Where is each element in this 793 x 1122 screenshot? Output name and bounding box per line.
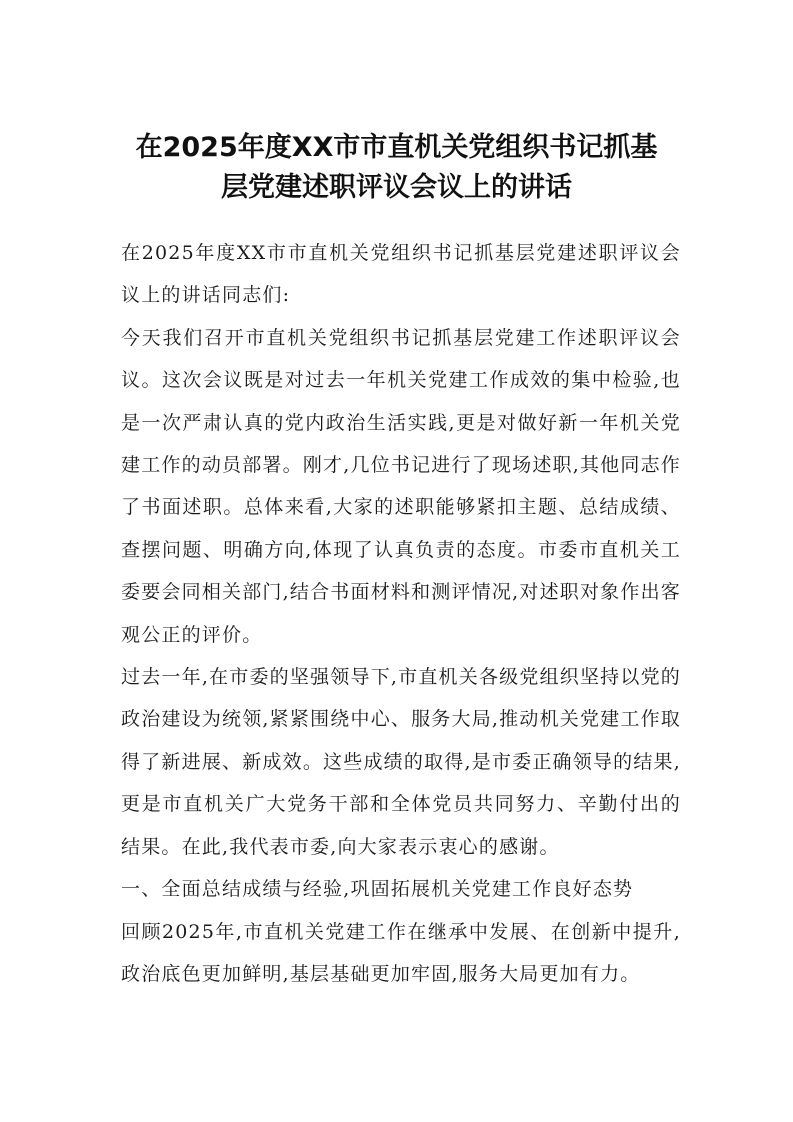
paragraph-opening: 在2025年度XX市市直机关党组织书记抓基层党建述职评议会议上的讲话同志们: — [121, 242, 681, 307]
document-title-line-1: 在2025年度XX市市直机关党组织书记抓基 — [135, 132, 658, 163]
document-body — [121, 232, 681, 995]
section-heading-1: 一、全面总结成绩与经验,巩固拓展机关党建工作良好态势 — [121, 878, 634, 901]
paragraph-past-year: 过去一年,在市委的坚强领导下,市直机关各级党组织坚持以党的政治建设为统领,紧紧围绕中心、服务大局,推动机关党建工作取得了新进展、新成效。这些成绩的取得,是市委正确领导的结果,更是市直机关广大党务干部和全体党员共同努力、辛勤付出的结果。在此,我代表市委,向大家表示衷心的感谢。 — [121, 666, 681, 858]
document-title-line-2: 层党建述职评议会议上的讲话 — [221, 172, 572, 203]
paragraph-meeting-overview: 今天我们召开市直机关党组织书记抓基层党建工作述职评议会议。这次会议既是对过去一年机关党建工作成效的集中检验,也是一次严肃认真的党内政治生活实践,更是对做好新一年机关党建工作的动员部署。刚才,几位书记进行了现场述职,其他同志作了书面述职。总体来看,大家的述职能够紧扣主题、总结成绩、查摆问题、明确方向,体现了认真负责的态度。市委市直机关工委要会同相关部门,结合书面材料和测评情况,对述职对象作出客观公正的评价。 — [121, 326, 681, 646]
paragraph-review-2025: 回顾2025年,市直机关党建工作在继承中发展、在创新中提升,政治底色更加鲜明,基层基础更加牢固,服务大局更加有力。 — [121, 920, 681, 985]
